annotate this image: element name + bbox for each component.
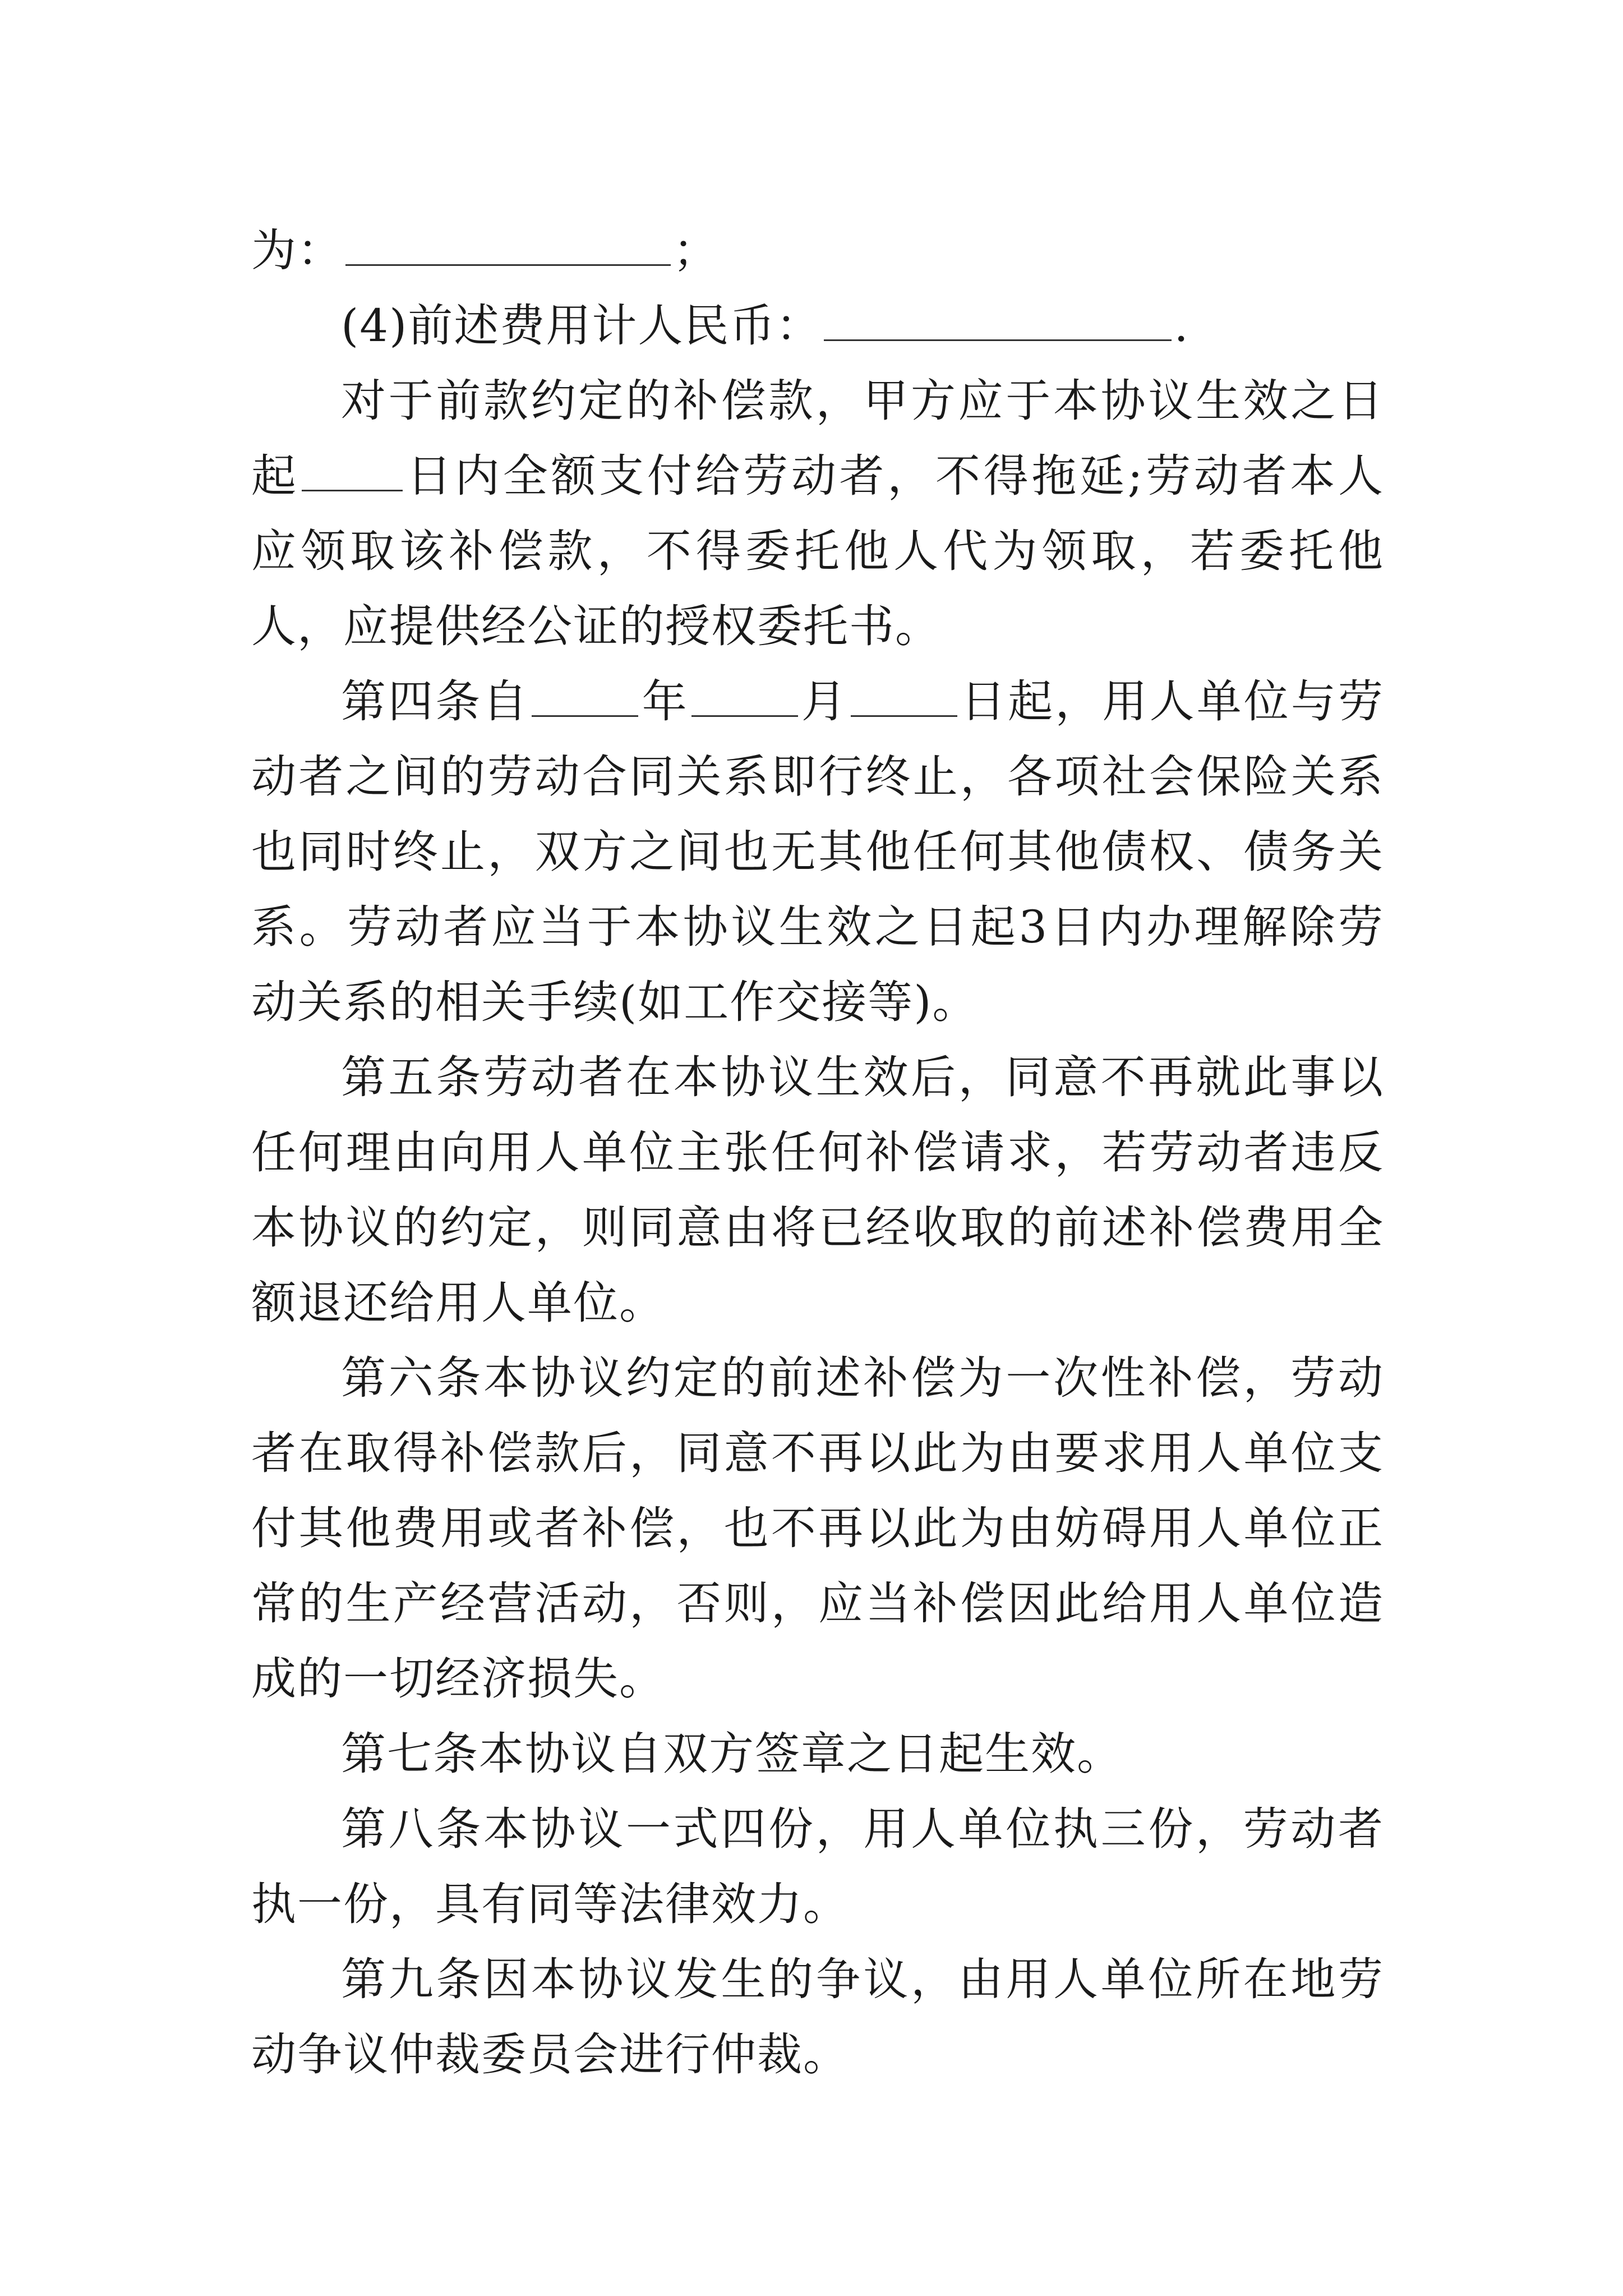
paragraph-text: ；	[673, 224, 719, 277]
blank-line	[302, 450, 403, 491]
paragraph-text: 为：	[251, 224, 343, 277]
paragraph-text: 月	[800, 675, 849, 728]
paragraph-article-5: 第五条劳动者在本协议生效后，同意不再就此事以任何理由向用人单位主张任何补偿请求，若劳动者违反本协议的约定，则同意由将已经收取的前述补偿费用全额退还给用人单位。	[251, 1051, 1384, 1329]
blank-line	[691, 676, 798, 717]
blank-line	[345, 225, 671, 266]
paragraph-text: 第四条自	[341, 675, 530, 728]
paragraph-payment	[251, 364, 1384, 664]
document-body	[251, 213, 1384, 2092]
paragraph-fee-total	[251, 288, 1384, 364]
paragraph-article-8: 第八条本协议一式四份，用人单位执三份，劳动者执一份，具有同等法律效力。	[251, 1803, 1384, 1930]
blank-line	[532, 676, 638, 717]
paragraph-text: .	[1174, 300, 1189, 352]
paragraph-article-6: 第六条本协议约定的前述补偿为一次性补偿，劳动者在取得补偿款后，同意不再以此为由要求用人单位支付其他费用或者补偿，也不再以此为由妨碍用人单位正常的生产经营活动，否则，应当补偿因此给用人单位造成的一切经济损失。	[251, 1352, 1384, 1705]
paragraph-article-9: 第九条因本协议发生的争议，由用人单位所在地劳动争议仲裁委员会进行仲裁。	[251, 1953, 1384, 2081]
paragraph-text: 年	[640, 675, 689, 728]
blank-line	[851, 676, 957, 717]
paragraph-article-7: 第七条本协议自双方签章之日起生效。	[341, 1728, 1123, 1780]
paragraph-continued	[251, 213, 1384, 288]
blank-line	[824, 300, 1172, 341]
paragraph-article-4	[251, 664, 1384, 1040]
paragraph-text: 日内全额支付给劳动者，不得拖延;劳动者本人应领取该补偿款，不得委托他人代为领取，若委托他人，应提供经公证的授权委托书。	[251, 450, 1385, 652]
paragraph-text: (4)前述费用计人民币：	[341, 300, 822, 352]
paragraph-text: 日起，用人单位与劳动者之间的劳动合同关系即行终止，各项社会保险关系也同时终止，双方之间也无其他任何其他债权、债务关系。劳动者应当于本协议生效之日起3日内办理解除劳动关系的相关手续(如工作交接等)。	[251, 675, 1385, 1028]
paragraph-text: 对于前款约定的补偿款，甲方应于本协议生效之日起	[251, 375, 1384, 502]
